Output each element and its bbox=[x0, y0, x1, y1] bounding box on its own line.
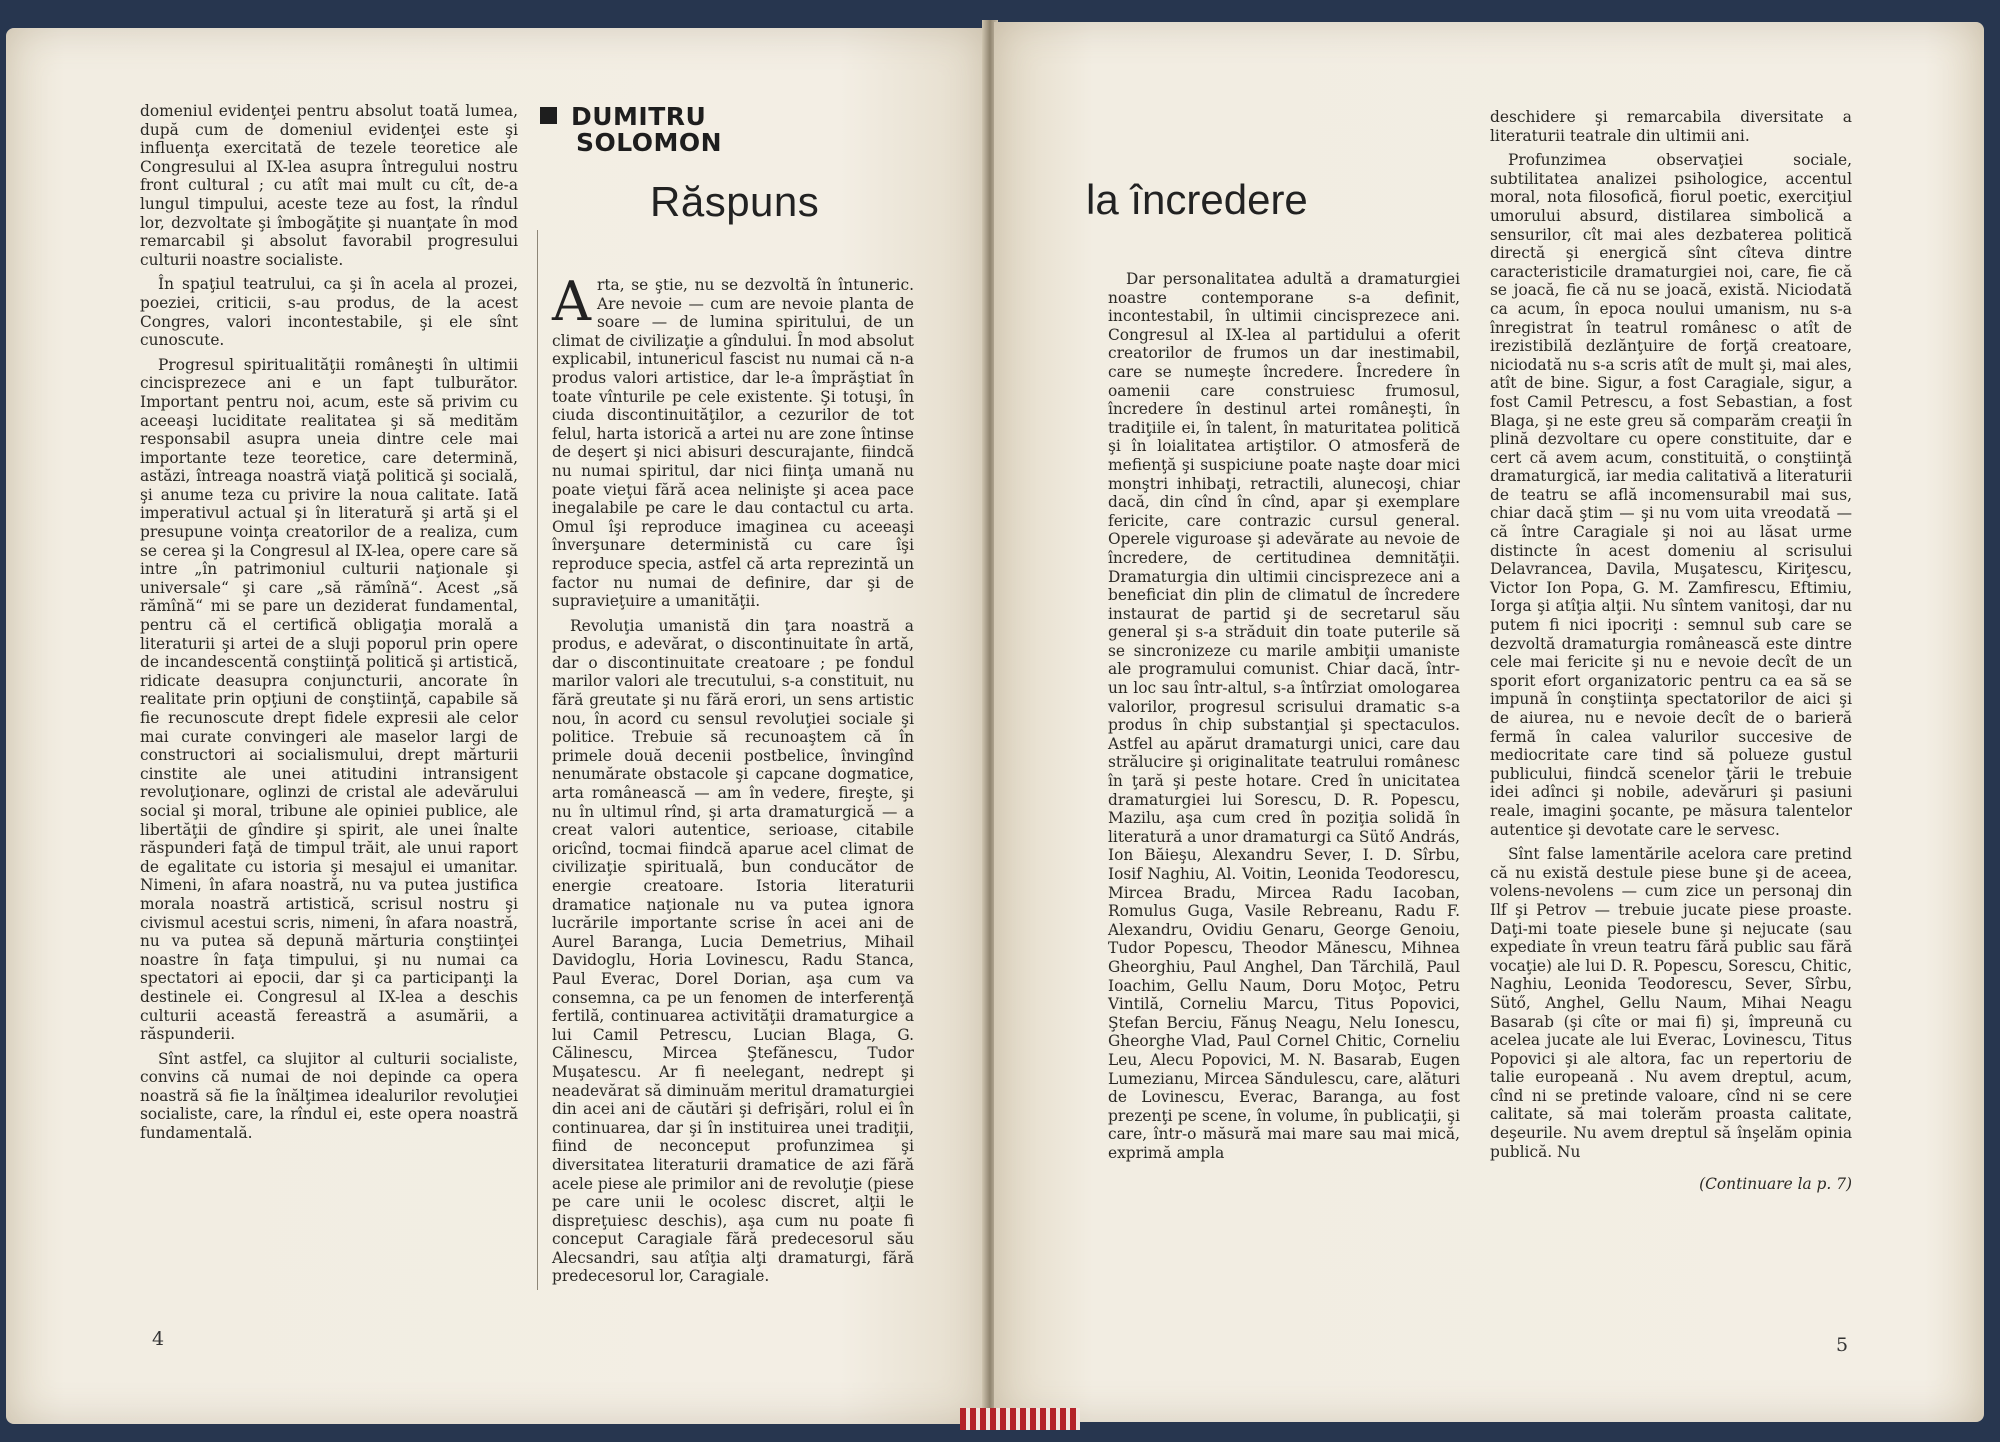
column-divider bbox=[537, 230, 538, 1290]
left-column-2 bbox=[552, 270, 914, 1292]
paragraph-text: rta, se ştie, nu se dezvoltă în întuneric. Are nevoie — cum are nevoie planta de soare — de lumina spiritului, de un climat de civilizaţie a gîndului. În mod absolut explicabil, intunericul fascist nu numai că n-a produs valori artistice, dar le-a împrăştiat în toate vînturile pe cele existente. Şi totuşi, în ciuda discontinuităţilor, a cezurilor de tot felul, harta istorică a artei nu are zone întinse de deşert şi nici abisuri descurajante, fiindcă nu numai spiritul, dar nici fiinţa umană nu poate vieţui fără acea nelinişte şi acea pace inegalabile pe care le dau contactul cu arta. Omul îşi reproduce imaginea cu aceeaşi înverşunare deterministă cu care îşi reproduce specia, astfel că arta reprezintă un factor nu numai de definire, dar şi de supravieţuire a umanităţii. bbox=[552, 276, 914, 611]
right-column-1 bbox=[1108, 270, 1460, 1169]
left-column-1 bbox=[140, 102, 518, 1149]
author-first-name: DUMITRU bbox=[571, 102, 707, 131]
article-title-part2: la încredere bbox=[1086, 176, 1308, 223]
bullet-square-icon bbox=[540, 107, 557, 124]
paragraph: Profunzimea observaţiei sociale, subtilitatea analizei psihologice, accentul moral, nota filosofică, fiorul poetic, exerciţiul umorului absurd, distilarea simbolică a sensurilor, cît mai ales dezbaterea politică directă şi energică sînt cîteva dintre caracteristicile dramaturgiei noi, care, fie că se joacă, fie că nu se joacă, există. Niciodată ca acum, în epoca noului umanism, nu s-a înregistrat în teatrul românesc o atît de irezistibilă dezlănţuire de forţă creatoare, niciodată nu s-a scris atît de mult şi, mai ales, atît de bine. Sigur, a fost Caragiale, sigur, a fost Camil Petrescu, a fost Sebastian, a fost Blaga, şi ne este greu să comparăm creaţii în plină dezvoltare cu opere constituite, dar e cert că avem acum, constituită, o conştiinţă dramaturgică, iar media calitativă a literaturii de teatru se află incomensurabil mai sus, chiar dacă ştim — şi nu vom uita vreodată — că între Caragiale şi noi au lăsat urme distincte în acest domeniu al scrisului Delavrancea, Davila, Muşatescu, Kiriţescu, Victor Ion Popa, G. M. Zamfirescu, Eftimiu, Iorga şi atîţia alţii. Nu sîntem vanitoşi, dar nu putem fi nici ipocriţi : semnul sub care se dezvoltă dramaturgia românească este dintre cele mai fericite şi nu e nevoie decît de un sporit efort organizatoric pentru ca ea să se impună în conştiinţa spectatorilor de aici şi de aiurea, nu e nevoie decît de o barieră fermă în calea valurilor succesive de mediocritate care tind să polueze gustul publicului, fiindcă scenelor ţării le trebuie idei adînci şi nobile, adevăruri şi pasiuni reale, imagini şocante, pe măsura talentelor autentice şi devotate care le servesc. bbox=[1490, 151, 1852, 839]
drop-cap: A bbox=[552, 270, 591, 333]
paragraph: domeniul evidenţei pentru absolut toată lumea, după cum de domeniul evidenţei este şi influenţa exercitată de tezele teoretice ale Congresului al IX-lea asupra întregului nostru front cultural ; cu atît mai mult cu cît, de-a lungul timpului, aceste teze au fost, la rîndul lor, dezvoltate şi îmbogăţite şi nuanţate în mod remarcabil şi absolut favorabil progresului culturii noastre socialiste. bbox=[140, 102, 518, 269]
author-last-name: SOLOMON bbox=[576, 128, 723, 157]
right-column-2 bbox=[1490, 108, 1852, 1194]
paragraph: Sînt astfel, ca slujitor al culturii socialiste, convins că numai de noi depinde ca opera noastră să fie la înălţimea idealurilor revoluţiei socialiste, care, la rîndul ei, este opera noastră fundamentală. bbox=[140, 1049, 518, 1143]
paragraph: Sînt false lamentările acelora care pretind că nu există destule piese bune şi de aceea, volens-nevolens — cum zice un personaj din Ilf şi Petrov — trebuie jucate piese proaste. Daţi-mi toate piesele bune şi nejucate (sau expediate în vreun teatru fără public sau fără vocaţie) ale lui D. R. Popescu, Sorescu, Chitic, Naghiu, Leonida Teodorescu, Sever, Sîrbu, Sütő, Anghel, Gellu Naum, Mihai Neagu Basarab (şi cîte or mai fi) şi, împreună cu acelea jucate ale lui Everac, Lovinescu, Titus Popovici şi ale altora, fac un repertoriu de talie europeană . Nu avem dreptul, acum, cînd ni se pretinde valoare, cînd ni se cere calitate, să mai tolerăm proasta calitate, deşeurile. Nu avem dreptul să înşelăm opinia publică. Nu bbox=[1490, 845, 1852, 1161]
paragraph: În spaţiul teatrului, ca şi în acela al prozei, poeziei, criticii, s-au produs, de la acest Congres, valori incontestabile, şi ele sînt cunoscute. bbox=[140, 275, 518, 350]
page-number-right: 5 bbox=[1836, 1334, 1849, 1356]
paragraph bbox=[552, 270, 914, 611]
paragraph: Revoluţia umanistă din ţara noastră a produs, e adevărat, o discontinuitate în artă, dar o discontinuitate creatoare ; pe fondul marilor valori ale trecutului, s-a constituit, nu fără greutate şi nu fără erori, un sens artistic nou, în acord cu sensul revoluţiei sociale şi politice. Trebuie să recunoaştem că în primele două decenii postbelice, învingînd nenumărate obstacole şi capcane dogmatice, arta românească — am în vedere, fireşte, şi nu în ultimul rînd, şi arta dramaturgică — a creat valori autentice, serioase, citabile oricînd, tocmai fiindcă aparue acel climat de civilizaţie spirituală, bun conducător de energie creatoare. Istoria literaturii dramatice naţionale nu va putea ignora lucrările importante scrise în acei ani de Aurel Baranga, Lucia Demetrius, Mihail Davidoglu, Horia Lovinescu, Radu Stanca, Paul Everac, Dorel Dorian, aşa cum va consemna, ca pe un fenomen de interferenţă fertilă, continuarea activităţii dramaturgice a lui Camil Petrescu, Lucian Blaga, G. Călinescu, Mircea Ştefănescu, Tudor Muşatescu. Ar fi neelegant, nedrept şi neadevărat să diminuăm meritul dramaturgiei din acei ani de căutări şi defrişări, rolul ei în continuarea, dar şi în instituirea unei tradiţii, fiind de neconceput profunzimea şi diversitatea literaturii dramatice de azi fără acele piese ale primilor ani de revoluţie (piese pe care unii le ocolesc discret, alţii le dispreţuiesc deschis), aşa cum nu poate fi conceput Caragiale fără predecesorul său Alecsandri, sau atîţia alţi dramaturgi, fără predecesorul lor, Caragiale. bbox=[552, 616, 914, 1286]
paragraph: deschidere şi remarcabila diversitate a literaturii teatrale din ultimii ani. bbox=[1490, 108, 1852, 145]
paragraph: Dar personalitatea adultă a dramaturgiei noastre contemporane s-a definit, incontestabil, în ultimii cincisprezece ani. Congresul al IX-lea al partidului a oferit creatorilor de frumos un dar inestimabil, care se numeşte încredere. Încredere în oamenii care construiesc frumosul, încredere în destinul artei româneşti, în tradiţiile ei, în talent, în maturitatea politică şi în loialitatea artiştilor. O atmosferă de mefienţă şi suspiciune poate naşte doar mici monştri inhibaţi, retractili, alunecoşi, chiar dacă, din cînd în cînd, apar şi exemplare fericite, care contrazic cursul general. Operele viguroase şi adevărate au nevoie de încredere, de certitudinea demnităţii. Dramaturgia din ultimii cincisprezece ani a beneficiat din plin de climatul de încredere instaurat de partid şi de secretarul său general şi s-a străduit din toate puterile să se sincronizeze cu marile ambiţii umaniste ale programului comunist. Chiar dacă, într-un loc sau într-altul, s-a întîrziat omologarea valorilor, progresul scrisului dramatic s-a produs în chip substanţial şi spectaculos. Astfel au apărut dramaturgi unici, care dau strălucire şi originalitate teatrului românesc în ţară şi peste hotare. Cred în unicitatea dramaturgiei lui Sorescu, D. R. Popescu, Mazilu, aşa cum cred în poziţia solidă în literatură a unor dramaturgi ca Sütő András, Ion Băieşu, Alexandru Sever, I. D. Sîrbu, Iosif Naghiu, Al. Voitin, Leonida Teodorescu, Mircea Bradu, Mircea Radu Iacoban, Romulus Guga, Vasile Rebreanu, Radu F. Alexandru, Ovidiu Genaru, George Genoiu, Tudor Popescu, Theodor Mănescu, Mihnea Gheorghiu, Paul Anghel, Dan Tărchilă, Paul Ioachim, Gellu Naum, Doru Moţoc, Petru Vintilă, Corneliu Marcu, Titus Popovici, Ştefan Berciu, Fănuş Neagu, Nelu Ionescu, Gheorghe Vlad, Paul Cornel Chitic, Corneliu Leu, Alecu Popovici, M. N. Basarab, Eugen Lumezianu, Mircea Săndulescu, care, alături de Lovinescu, Everac, Baranga, au fost prezenţi pe scene, în volume, în publicaţii, şi care, într-o măsură mai mare sau mai mică, exprimă ampla bbox=[1108, 270, 1460, 1162]
page-number-left: 4 bbox=[152, 1328, 165, 1350]
author-name bbox=[540, 104, 722, 156]
continuation-note: (Continuare la p. 7) bbox=[1699, 1175, 1852, 1194]
binding-thread bbox=[960, 1408, 1080, 1430]
paragraph: Progresul spiritualităţii româneşti în ultimii cincisprezece ani e un fapt tulburător. Important pentru noi, acum, este să privim cu aceeaşi luciditate realitatea şi să medităm responsabil asupra uneia dintre cele mai importante teze teoretice, care determină, astăzi, întreaga noastră viaţă politică şi socială, şi anume teza cu privire la noua calitate. Iată imperativul actual şi în literatură şi artă şi el presupune voinţa creatorilor de a realiza, cum se cerea şi la Congresul al IX-lea, opere care să intre „în patrimoniul culturii naţionale şi universale“ şi care „să rămînă“. Acest „să rămînă“ mi se pare un deziderat fundamental, pentru că el certifică obligaţia morală a literaturii şi artei de a sluji poporul prin opere de incandescentă conştiinţă politică şi artistică, ridicate deasupra conjuncturii, ancorate în realitate prin opţiuni de conştiinţă, capabile să fie recunoscute drept fidele expresii ale celor mai curate convingeri ale maselor largi de constructori ai socialismului, drept mărturii cinstite ale unei atitudini intransigent revoluţionare, oglinzi de cristal ale adevărului social şi moral, tribune ale opiniei publice, ale libertăţii de gîndire şi spirit, ale unei înalte răspunderi faţă de timpul trăit, ale unui raport de egalitate cu istoria şi mesajul ei umanitar. Nimeni, în afara noastră, nu va putea justifica morala noastră artistică, scrisul nostru şi civismul acestui scris, nimeni, în afara noastră, nu va putea să depună mărturia conştiinţei noastre în faţa timpului, şi nu numai ca spectatori ai epocii, dar şi ca participanţi la destinele ei. Congresul al IX-lea a deschis culturii această fereastră a asumării, a răspunderii. bbox=[140, 355, 518, 1044]
article-title-part1: Răspuns bbox=[650, 178, 820, 225]
